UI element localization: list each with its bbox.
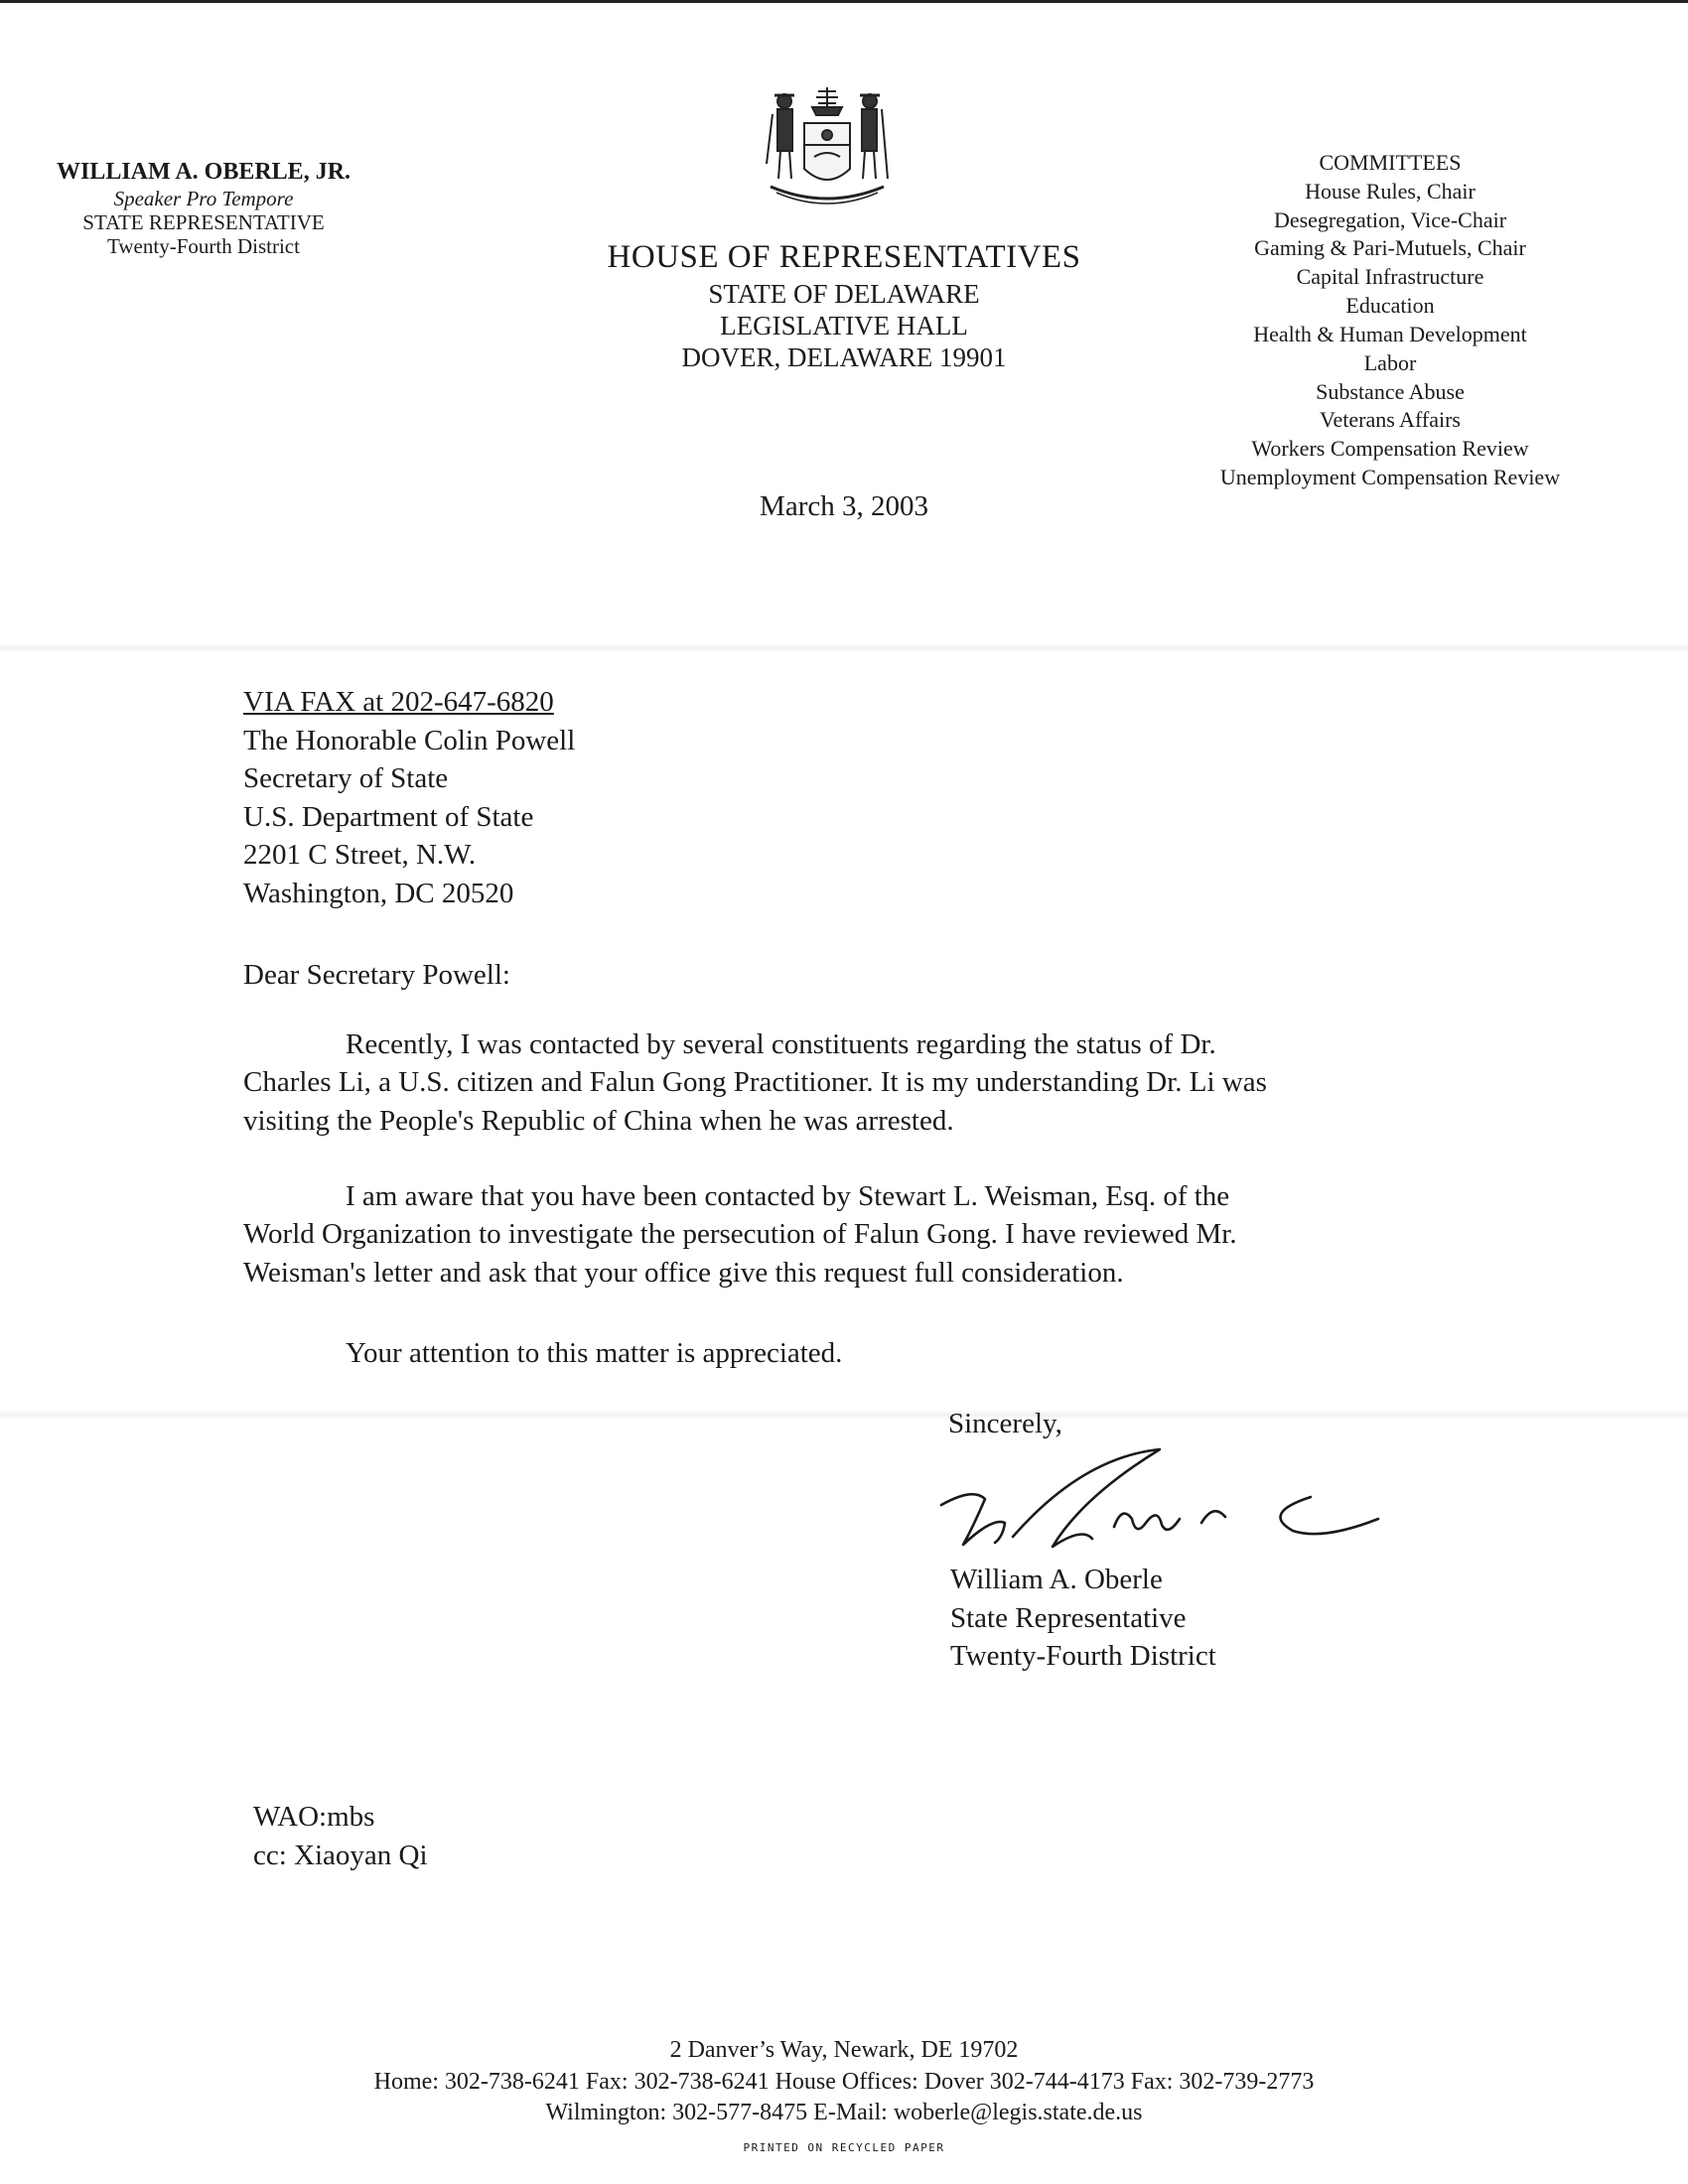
- recipient-address: [243, 683, 575, 912]
- recipient-line: U.S. Department of State: [243, 800, 534, 833]
- paragraph-line: Recently, I was contacted by several constituents regarding the status of Dr.: [346, 1028, 1216, 1060]
- delaware-seal-icon: [753, 79, 902, 228]
- signer-district: Twenty-Fourth District: [950, 1640, 1216, 1673]
- representative-district: Twenty-Fourth District: [107, 233, 300, 258]
- paper-fold: [0, 643, 1688, 653]
- footer-address: 2 Danver’s Way, Newark, DE 19702: [669, 2037, 1019, 2063]
- recipient-line: The Honorable Colin Powell: [243, 724, 576, 756]
- paragraph-3: Your attention to this matter is appreciated.: [346, 1337, 843, 1369]
- closing: Sincerely,: [948, 1408, 1062, 1439]
- reference-initials: [253, 1798, 428, 1874]
- paper-fold: [0, 1410, 1688, 1420]
- committee-item: Labor: [1363, 349, 1417, 375]
- committee-item: Health & Human Development: [1253, 321, 1527, 346]
- paragraph-line: I am aware that you have been contacted by Stewart L. Weisman, Esq. of the: [346, 1180, 1230, 1212]
- house-name: HOUSE OF REPRESENTATIVES: [607, 239, 1081, 275]
- house-letterhead: [526, 238, 1162, 374]
- committee-item: Education: [1345, 293, 1435, 319]
- page-top-edge: [0, 0, 1688, 3]
- footer-contact: Wilmington: 302-577-8475 E-Mail: woberle@legis.state.de.us: [545, 2100, 1143, 2126]
- committee-item: Workers Compensation Review: [1251, 436, 1529, 462]
- committee-item: Veterans Affairs: [1320, 407, 1461, 433]
- committees-list: [1172, 149, 1609, 492]
- cc-line: cc: Xiaoyan Qi: [253, 1839, 428, 1871]
- paragraph-line: Charles Li, a U.S. citizen and Falun Gong Practitioner. It is my understanding Dr. Li was: [243, 1066, 1267, 1099]
- state-name: STATE OF DELAWARE: [708, 278, 980, 309]
- recipient-line: Washington, DC 20520: [243, 877, 514, 909]
- salutation: Dear Secretary Powell:: [243, 959, 510, 991]
- signature-icon: [933, 1428, 1420, 1567]
- footer: [0, 2035, 1688, 2129]
- fax-line: VIA FAX at 202-647-6820: [243, 686, 554, 718]
- paragraph-line: visiting the People's Republic of China when he was arrested.: [243, 1104, 954, 1137]
- committee-item: Capital Infrastructure: [1296, 264, 1484, 290]
- committees-heading: COMMITTEES: [1319, 150, 1462, 175]
- footer-phones: Home: 302-738-6241 Fax: 302-738-6241 House Offices: Dover 302-744-4173 Fax: 302-739-2773: [373, 2068, 1315, 2095]
- city-line: DOVER, DELAWARE 19901: [681, 342, 1007, 373]
- signer-name: William A. Oberle: [950, 1564, 1163, 1595]
- paragraph-line: World Organization to investigate the persecution of Falun Gong. I have reviewed Mr.: [243, 1218, 1237, 1251]
- representative-block: [40, 159, 367, 258]
- recipient-line: Secretary of State: [243, 762, 449, 795]
- letter-date: March 3, 2003: [760, 490, 928, 522]
- representative-name: WILLIAM A. OBERLE, JR.: [56, 159, 352, 185]
- typist-initials: WAO:mbs: [253, 1801, 375, 1833]
- committee-item: Unemployment Compensation Review: [1219, 464, 1561, 489]
- recycled-paper-note: PRINTED ON RECYCLED PAPER: [743, 2141, 945, 2154]
- paragraph-1: [243, 1025, 1465, 1140]
- paragraph-2: [243, 1177, 1465, 1292]
- committee-item: Desegregation, Vice-Chair: [1273, 206, 1507, 232]
- committee-item: Substance Abuse: [1316, 378, 1465, 404]
- signer-title: State Representative: [950, 1601, 1187, 1634]
- representative-title: Speaker Pro Tempore: [113, 186, 294, 210]
- representative-role: STATE REPRESENTATIVE: [82, 209, 325, 234]
- hall-name: LEGISLATIVE HALL: [720, 310, 968, 341]
- committee-item: Gaming & Pari-Mutuels, Chair: [1254, 235, 1526, 261]
- recipient-line: 2201 C Street, N.W.: [243, 839, 477, 872]
- committee-item: House Rules, Chair: [1305, 178, 1476, 204]
- signer-block: [950, 1561, 1216, 1676]
- paragraph-line: Weisman's letter and ask that your office give this request full consideration.: [243, 1256, 1124, 1289]
